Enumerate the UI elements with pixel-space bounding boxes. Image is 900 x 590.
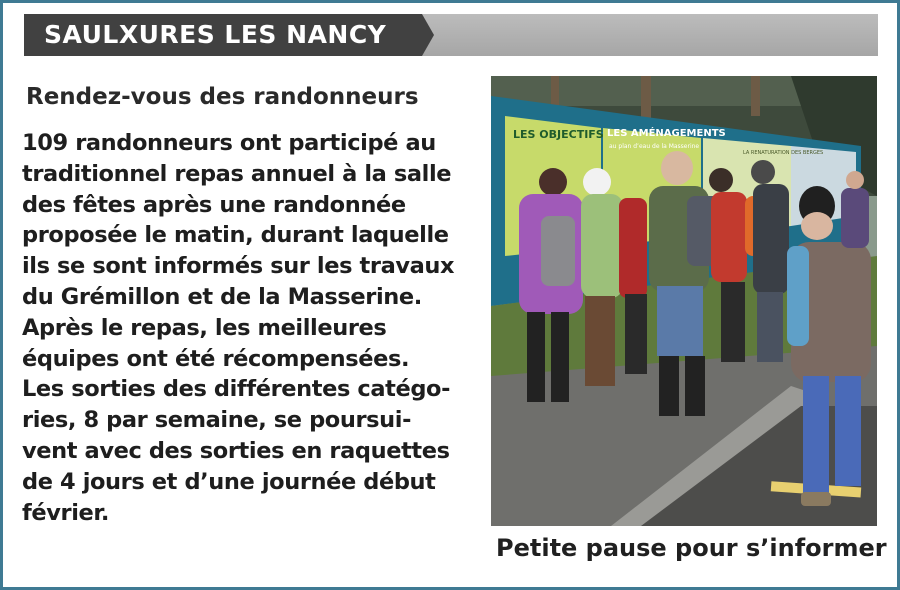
article-line: février. [22, 499, 110, 526]
section-banner [24, 14, 878, 56]
article-line: Après le repas, les meilleures [22, 314, 387, 341]
article-headline: Rendez-vous des randonneurs [26, 84, 419, 110]
sign-heading-1: LES OBJECTIFS [513, 128, 604, 141]
photo-caption: Petite pause pour s’informer [496, 534, 887, 562]
article-body [22, 128, 492, 528]
sign-heading-3: LA RENATURATION DES BERGES [743, 150, 824, 156]
article-line: traditionnel repas annuel à la salle [22, 160, 452, 187]
article-line: vent avec des sorties en raquettes [22, 437, 450, 464]
article-line: proposée le matin, durant laquelle [22, 222, 449, 249]
sign-heading-2: LES AMÉNAGEMENTS [607, 128, 726, 139]
sign-subheading-2: au plan d’eau de la Masserine [609, 143, 700, 150]
hikers-photo [491, 76, 877, 526]
article-line: équipes ont été récompensées. [22, 345, 410, 372]
article-line: de 4 jours et d’une journée début [22, 468, 436, 495]
article-line: 109 randonneurs ont participé au [22, 130, 436, 156]
article-line: du Grémillon et de la Masserine. [22, 283, 422, 310]
banner-title: SAULXURES LES NANCY [44, 20, 387, 49]
article-line: Les sorties des différentes catégo- [22, 376, 451, 403]
article-line: ries, 8 par semaine, se poursui- [22, 407, 412, 434]
article-line: des fêtes après une randonnée [22, 191, 406, 218]
article-line: ils se sont informés sur les travaux [22, 253, 455, 280]
